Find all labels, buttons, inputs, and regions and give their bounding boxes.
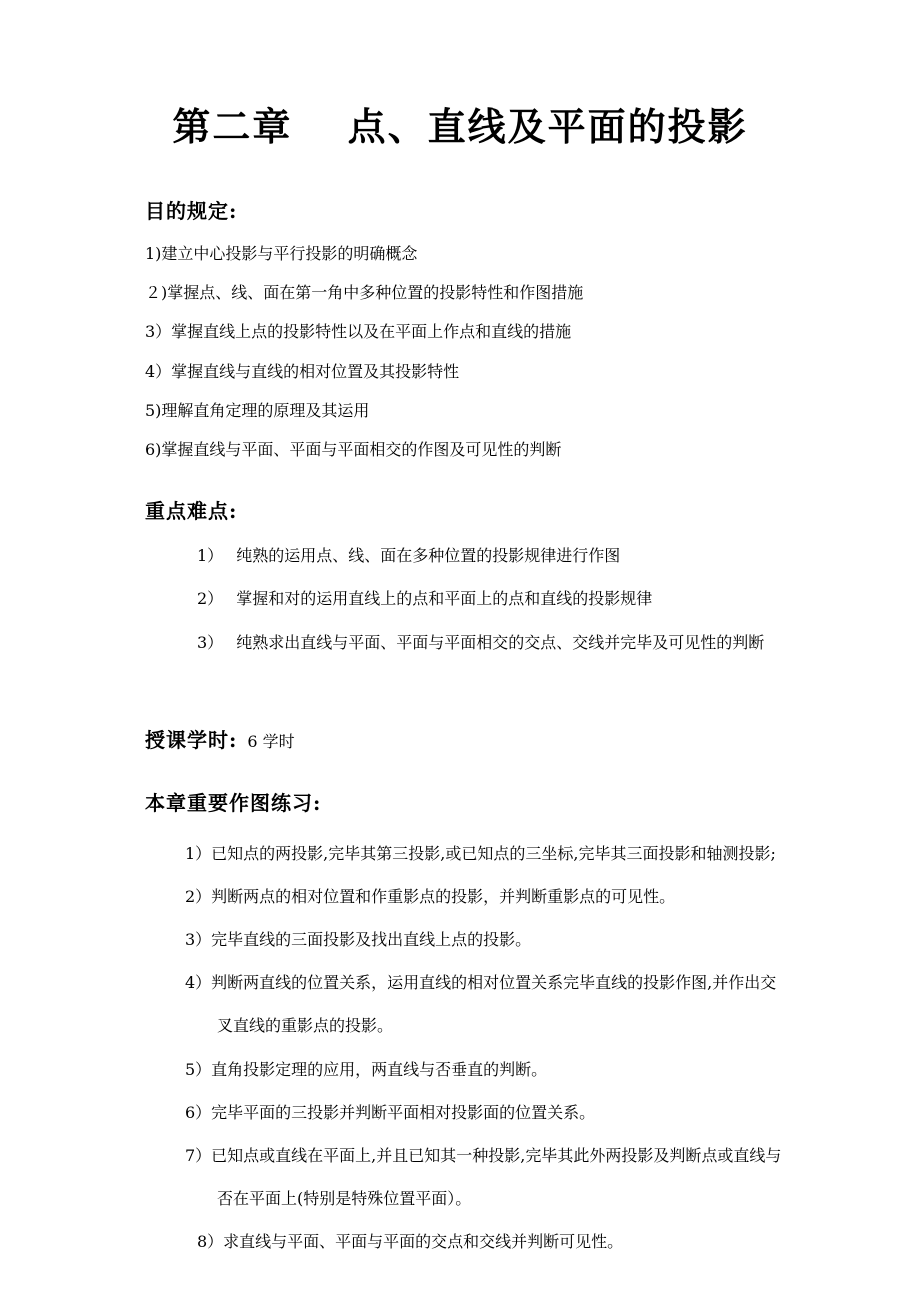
section-hours — [145, 724, 790, 753]
list-item: 3） 纯熟求出直线与平面、平面与平面相交的交点、交线并完毕及可见性的判断 — [197, 632, 765, 652]
list-item: 1)建立中心投影与平行投影的明确概念 — [145, 244, 418, 263]
hours-value: 6 学时 — [247, 731, 295, 751]
list-item: 8）求直线与平面、平面与平面的交点和交线并判断可见性。 — [197, 1232, 624, 1252]
section-key-points — [145, 495, 790, 664]
list-item: 1） 纯熟的运用点、线、面在多种位置的投影规律进行作图 — [197, 546, 621, 566]
section-heading-exercises: 本章重要作图练习: — [145, 790, 322, 815]
list-item: 3）完毕直线的三面投影及找出直线上点的投影。 — [185, 930, 532, 950]
section-heading-goals: 目的规定: — [145, 199, 238, 223]
section-heading-hours: 授课学时: — [145, 727, 238, 752]
list-item: 7）已知点或直线在平面上,并且已知其一种投影,完毕其此外两投影及判断点或直线与否在平面上(特别是特殊位置平面）。 — [185, 1146, 782, 1209]
section-heading-key-points: 重点难点: — [145, 499, 238, 524]
list-item: 6)掌握直线与平面、平面与平面相交的作图及可见性的判断 — [145, 439, 562, 459]
list-item: 2）判断两点的相对位置和作重影点的投影，并判断重影点的可见性。 — [185, 886, 676, 906]
section-exercises — [145, 787, 790, 1264]
document-title: 第二章 点、直线及平面的投影 — [172, 104, 748, 149]
list-item: 1）已知点的两投影,完毕其第三投影,或已知点的三坐标,完毕其三面投影和轴测投影; — [185, 843, 776, 863]
list-item: 5）直角投影定理的应用，两直线与否垂直的判断。 — [185, 1059, 548, 1079]
list-item: 4）判断两直线的位置关系，运用直线的相对位置关系完毕直线的投影作图,并作出交叉直线的重影点的投影。 — [185, 973, 777, 1036]
list-item: 2） 掌握和对的运用直线上的点和平面上的点和直线的投影规律 — [197, 589, 653, 609]
list-item: 3）掌握直线上点的投影特性以及在平面上作点和直线的措施 — [145, 322, 572, 342]
list-item: 5)理解直角定理的原理及其运用 — [145, 400, 370, 420]
section-goals — [145, 195, 790, 469]
list-item: 6）完毕平面的三投影并判断平面相对投影面的位置关系。 — [185, 1102, 596, 1122]
list-item: 4）掌握直线与直线的相对位置及其投影特性 — [145, 361, 460, 381]
list-item: ２)掌握点、线、面在第一角中多种位置的投影特性和作图措施 — [145, 283, 584, 303]
